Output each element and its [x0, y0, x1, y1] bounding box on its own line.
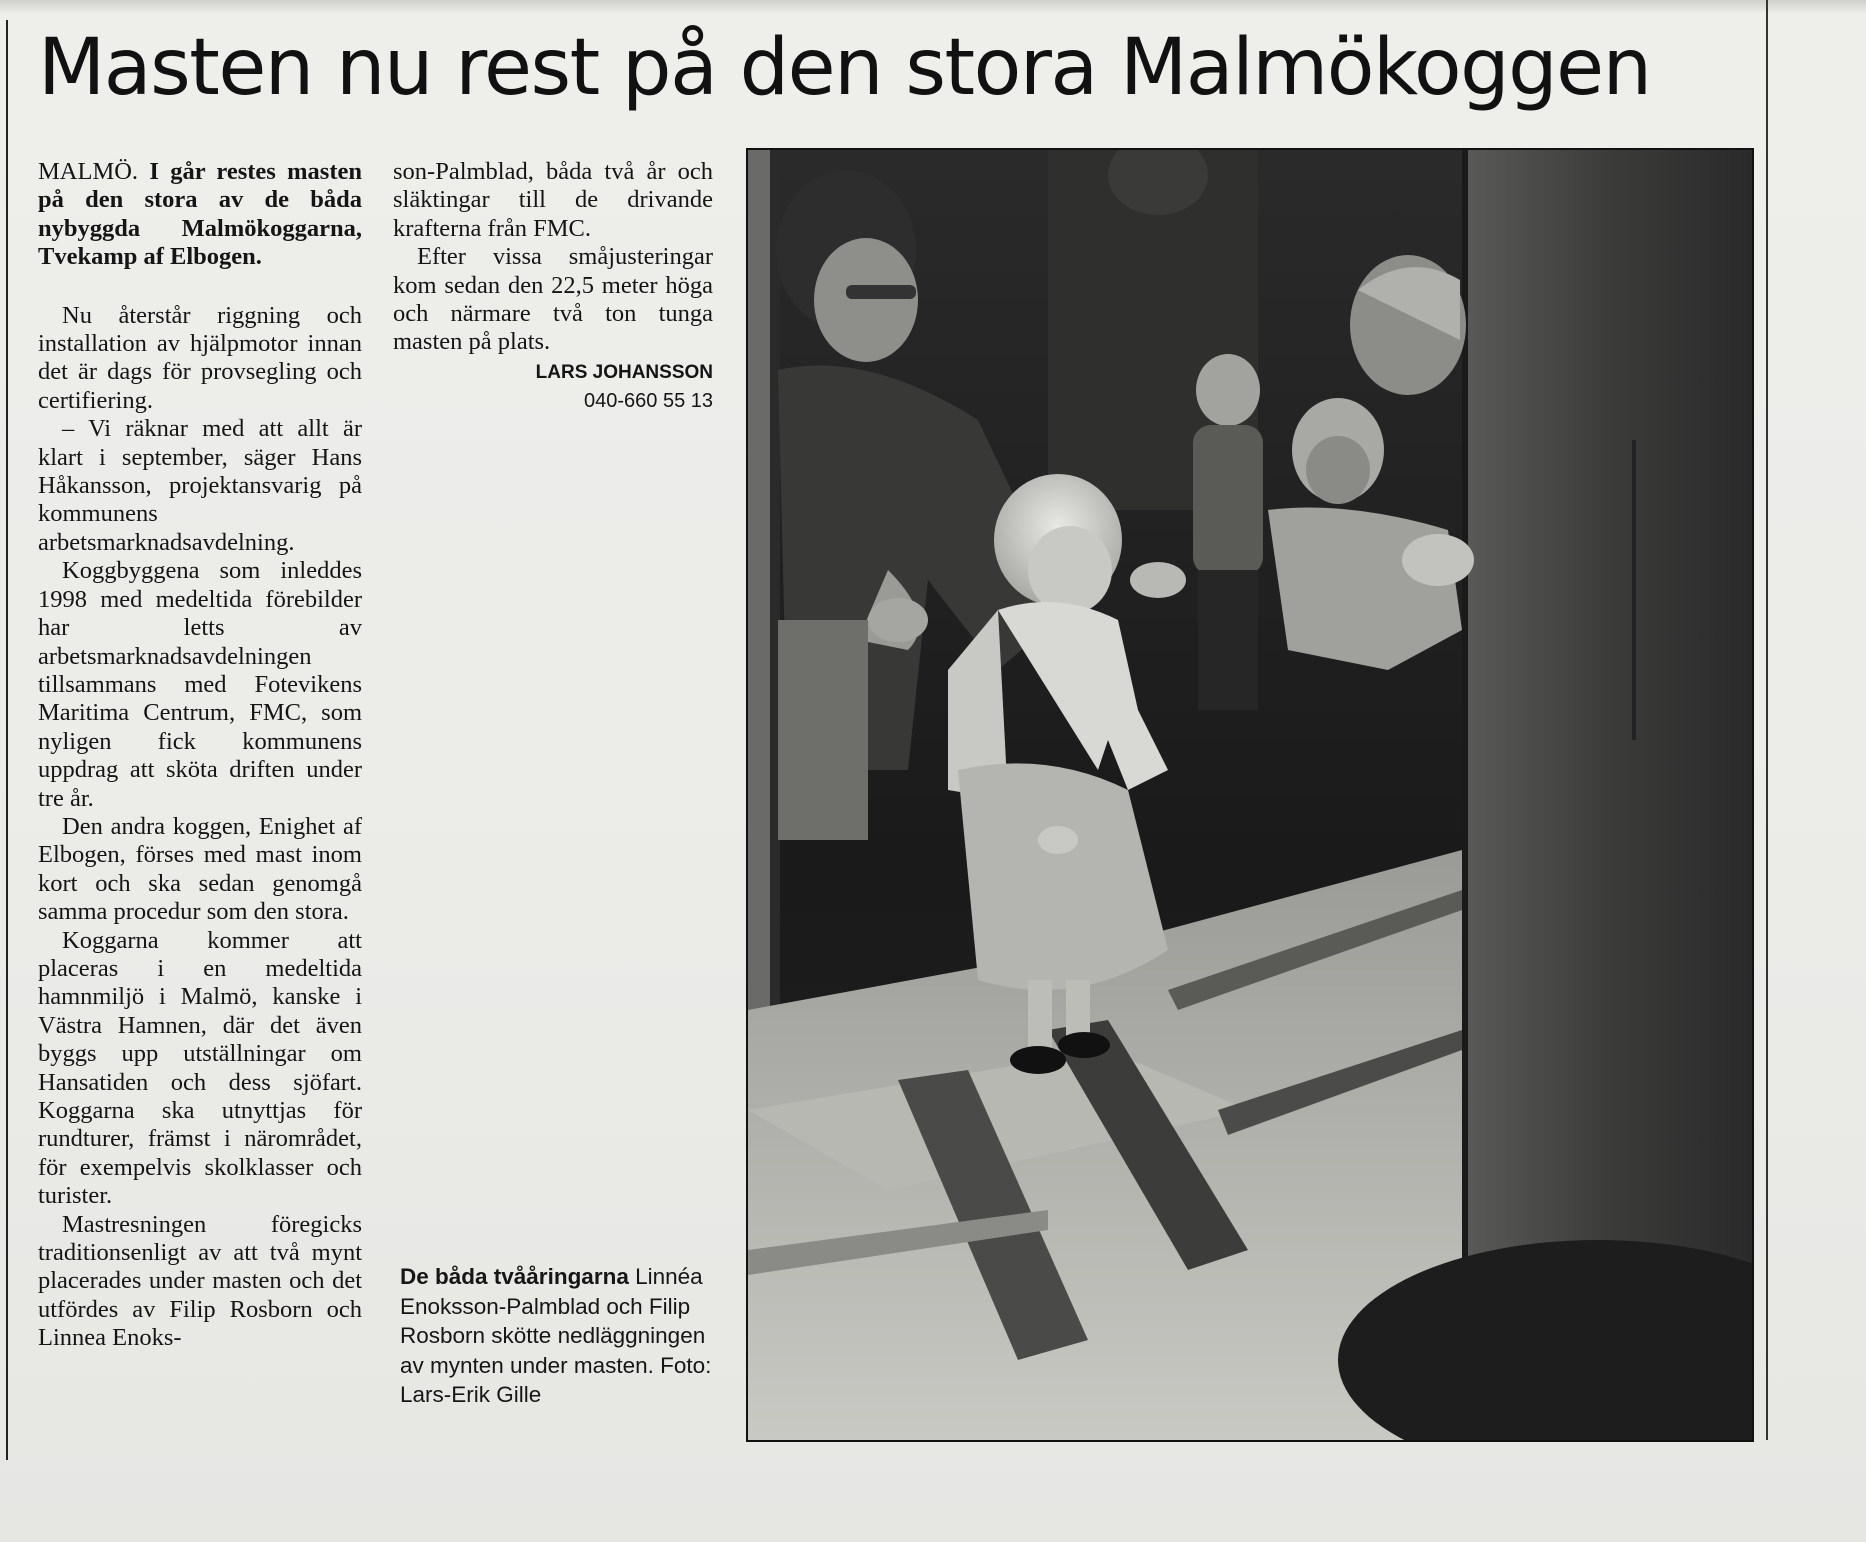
news-photo — [746, 148, 1754, 1442]
right-column-rule — [1766, 0, 1768, 1440]
byline: LARS JOHANSSON — [535, 361, 713, 383]
body-paragraph: Den andra koggen, Enighet af Elbogen, förses med mast inom kort och ska sedan genomgå samma procedur som den stora. — [38, 812, 362, 926]
body-paragraph: son-Palmblad, båda två år och släktingar till de drivande krafterna från FMC. — [393, 158, 713, 242]
body-paragraph: Efter vissa småjusteringar kom sedan den 22,5 meter höga och närmare två ton tunga masten på plats. — [393, 243, 713, 356]
left-column-rule — [6, 20, 8, 1460]
body-paragraph: Nu återstår riggning och installation av hjälpmotor innan det är dags för provsegling och certifiering. — [38, 301, 362, 414]
article-column-1 — [38, 158, 362, 1353]
scan-top-edge — [0, 0, 1866, 12]
photo-caption — [400, 1262, 726, 1410]
body-paragraph: Koggarna kommer att placeras i en medeltida hamnmiljö i Malmö, kanske i Västra Hamnen, där det även byggs upp utställningar om Hansatiden och dess sjöfart. Koggarna ska utnyttjas för rundturer, främst i närområdet, för exempelvis skolklasser och turister. — [38, 926, 362, 1210]
photo-illustration — [748, 150, 1752, 1440]
body-paragraph: – Vi räknar med att allt är klart i september, säger Hans Håkansson, projektansvarig på kommunens arbetsmarknadsavdelning. — [38, 415, 362, 556]
dateline: MALMÖ. — [38, 158, 139, 185]
body-paragraph: Koggbyggena som inleddes 1998 med medeltida förebilder har letts av arbetsmarknadsavdelningen tillsammans med Fotevikens Maritima Centrum, FMC, som nyligen fick kommunens uppdrag att sköta driften under tre år. — [38, 557, 362, 812]
byline-phone: 040-660 55 13 — [583, 389, 713, 412]
caption-text: Linnéa Enoksson-Palmblad och Filip Rosborn skötte nedläggningen av mynten under masten. Foto: Lars-Erik Gille — [400, 1264, 712, 1407]
lead-text: I går restes masten på den stora av de båda nybyggda Malmökoggarna, Tvekamp af Elbogen. — [38, 158, 362, 271]
body-paragraph: Mastresningen föregicks traditionsenligt av att två mynt placerades under masten och det utfördes av Filip Rosborn och Linnea Enoks- — [38, 1210, 362, 1352]
headline: Masten nu rest på den stora Malmökoggen — [38, 23, 1651, 113]
article-column-2 — [393, 158, 713, 415]
caption-lead: De båda tvååringarna — [400, 1264, 629, 1289]
lead-paragraph — [38, 158, 362, 272]
